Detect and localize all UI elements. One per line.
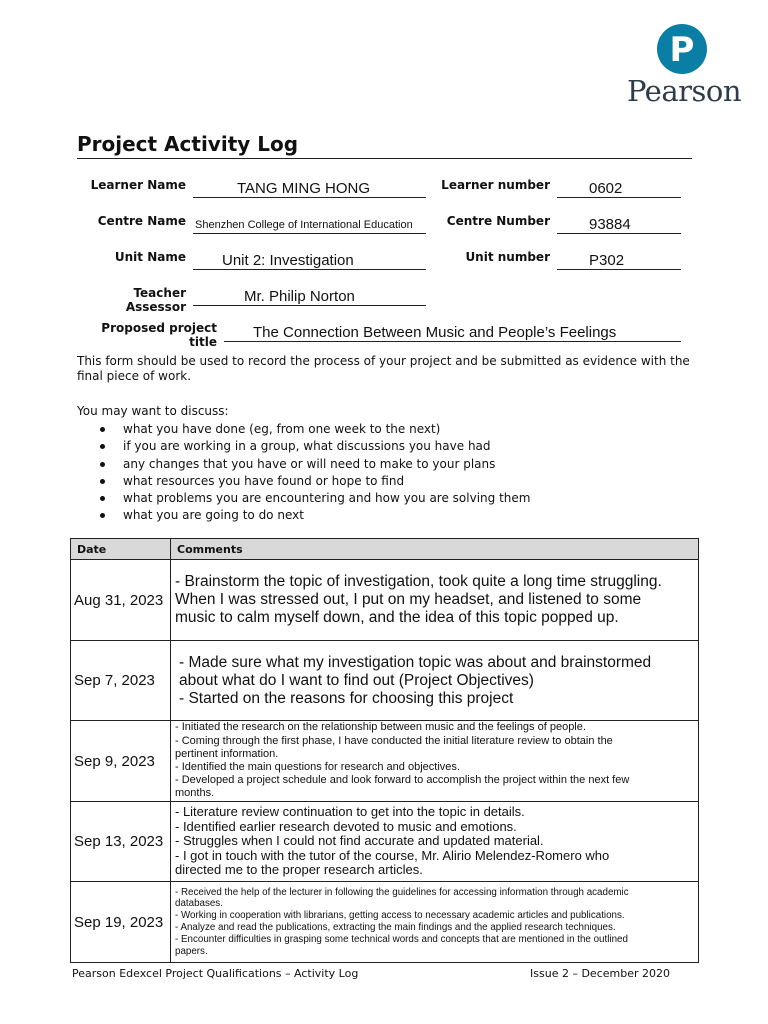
learner-name-field[interactable]: TANG MING HONG [193,180,426,198]
comment-line: - Literature review continuation to get into the topic in details. [175,804,525,820]
learner-number-label: Learner number [441,178,550,192]
centre-name-label: Centre Name [97,214,186,228]
comment-line: - Identified the main questions for research and objectives. [175,761,460,773]
table-row [71,721,699,802]
unit-number-field[interactable]: P302 [557,252,681,270]
comment-line: music to calm myself down, and the idea of this topic popped up. [175,609,619,626]
entry-comment [171,560,699,641]
table-row [71,641,699,721]
discuss-item-text: any changes that you have or will need to make to your plans [123,456,496,471]
teacher-assessor-label: Teacher Assessor [125,286,186,314]
unit-name-field[interactable]: Unit 2: Investigation [193,252,426,270]
comment-line: When I was stressed out, I put on my headset, and listened to some [175,591,642,608]
comment-line: papers. [175,945,208,957]
entry-date: Aug 31, 2023 [71,560,171,641]
discuss-item-text: what you are going to do next [123,508,304,523]
comment-line: - Encounter difficulties in grasping some technical words and concepts that are mentioned in the outlined [175,933,628,945]
project-title-label: Proposed project title [101,321,217,349]
entry-date: Sep 19, 2023 [71,882,171,963]
comment-line: - Initiated the research on the relationship between music and the feelings of people. [175,721,586,734]
comment-line: months. [175,787,215,800]
comment-line: - Struggles when I could not find accurate and updated material. [175,833,544,849]
bullet-icon [100,427,105,432]
comment-line: about what do I want to find out (Project Objectives) [179,671,534,689]
logo-letter: P [669,30,695,70]
bullet-icon [100,513,105,518]
project-title-field[interactable]: The Connection Between Music and People’s Feelings [224,324,681,342]
comment-line: - Brainstorm the topic of investigation, took quite a long time struggling. [175,573,662,590]
centre-number-label: Centre Number [446,214,550,228]
bullet-icon [100,462,105,467]
entry-comment [171,882,699,963]
page-title: Project Activity Log [77,132,299,156]
discuss-heading: You may want to discuss: [77,404,229,418]
entry-comment [171,721,699,802]
comment-line: databases. [175,898,223,910]
bullet-icon [100,444,105,449]
bullet-icon [100,496,105,501]
discuss-item-text: what you have done (eg, from one week to the next) [123,422,441,436]
discuss-item [100,490,530,507]
comment-line: - Made sure what my investigation topic was about and brainstormed [179,653,652,671]
comment-line: pertinent information. [175,747,279,760]
comments-column-header: Comments [171,539,699,560]
centre-name-field[interactable]: Shenzhen College of International Education [193,216,426,234]
discuss-item [100,456,530,473]
discuss-item-text: if you are working in a group, what discussions you have had [123,439,491,454]
activity-log-table [70,538,699,963]
comment-line: - Coming through the first phase, I have conducted the initial literature review to obtain the [175,734,613,747]
comment-line: - I got in touch with the tutor of the course, Mr. Alirio Melendez-Romero who [175,847,610,863]
table-row [71,882,699,963]
comment-line: - Analyze and read the publications, extracting the main findings and the applied research techniques. [175,922,616,933]
table-header-row [71,539,699,560]
teacher-assessor-field[interactable]: Mr. Philip Norton [193,288,426,306]
learner-name-label: Learner Name [90,178,186,192]
discuss-item-text: what resources you have found or hope to find [123,473,405,488]
unit-name-label: Unit Name [114,250,186,264]
entry-date: Sep 13, 2023 [71,802,171,882]
discuss-item [100,438,530,455]
discuss-list [100,421,530,525]
discuss-item [100,473,530,490]
title-divider [77,158,692,159]
pearson-wordmark: Pearson [626,74,742,108]
discuss-item [100,421,530,438]
footer-issue: Issue 2 – December 2020 [530,967,670,980]
footer-qualification: Pearson Edexcel Project Qualifications – Activity Log [72,967,359,980]
comment-line: - Developed a project schedule and look forward to accomplish the project within the next few [175,774,630,787]
comment-line: - Started on the reasons for choosing this project [179,689,514,707]
learner-number-field[interactable]: 0602 [557,180,681,198]
comment-line: - Working in cooperation with librarians, getting access to necessary academic articles and publications. [175,910,625,922]
unit-number-label: Unit number [465,250,550,264]
intro-text: This form should be used to record the process of your project and be submitted as evidence with the final piece of work. [77,354,690,383]
comment-line: - Received the help of the lecturer in following the guidelines for accessing information through academic [175,886,629,898]
entry-comment [171,641,699,721]
bullet-icon [100,479,105,484]
table-row [71,560,699,641]
comment-line: - Identified earlier research devoted to music and emotions. [175,818,517,834]
discuss-item-text: what problems you are encountering and how you are solving them [123,491,531,506]
comment-line: directed me to the proper research articles. [175,862,423,878]
centre-number-field[interactable]: 93884 [557,216,681,234]
date-column-header: Date [71,539,171,560]
entry-comment [171,802,699,882]
table-row [71,802,699,882]
entry-date: Sep 9, 2023 [71,721,171,802]
pearson-logo-icon [657,24,707,74]
entry-date: Sep 7, 2023 [71,641,171,721]
discuss-item [100,507,530,524]
